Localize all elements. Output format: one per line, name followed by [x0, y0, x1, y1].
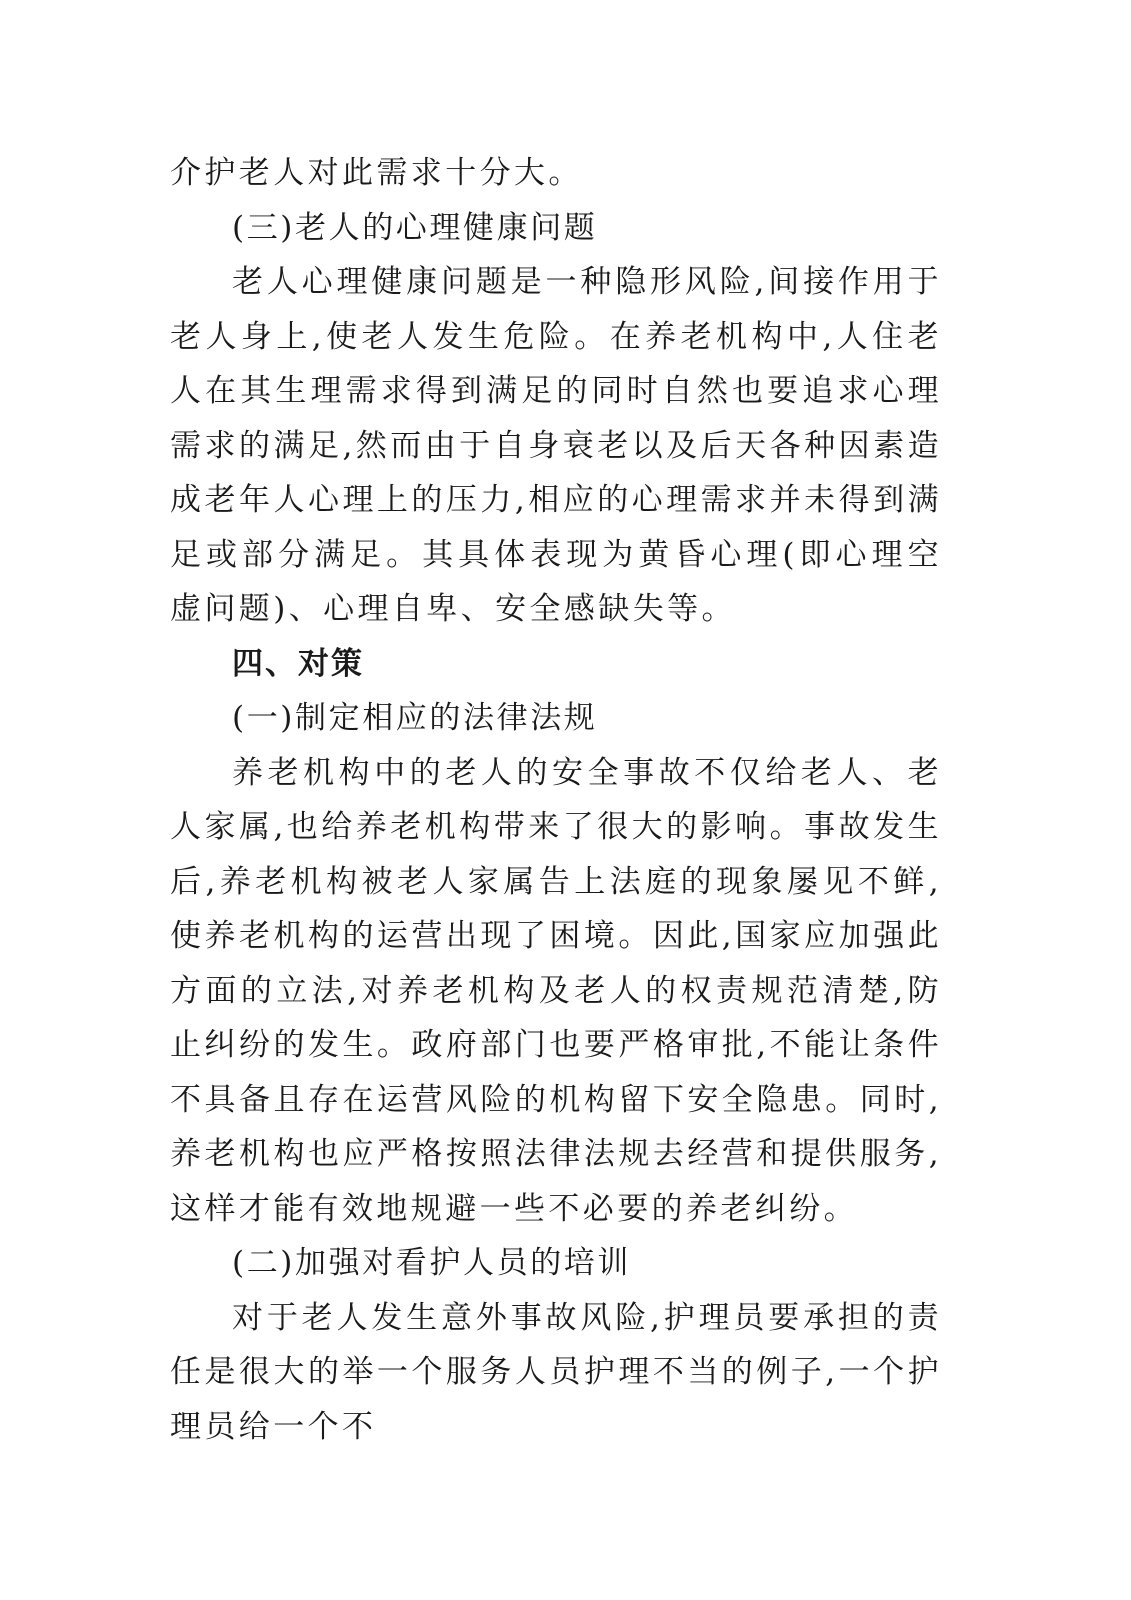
paragraph-mental-health: 老人心理健康问题是一种隐形风险,间接作用于老人身上,使老人发生危险。在养老机构中,人住老人在其生理需求得到满足的同时自然也要追求心理需求的满足,然而由于自身衰老以及后天各种因素造成老年人心理上的压力,相应的心理需求并未得到满足或部分满足。其具体表现为黄昏心理(即心理空虚问题)、心理自卑、安全感缺失等。 [170, 264, 942, 627]
section-subheading-laws: (一)制定相应的法律法规 [232, 700, 598, 736]
paragraph-training: 对于老人发生意外事故风险,护理员要承担的责任是很大的举一个服务人员护理不当的例子,一个护理员给一个不 [170, 1299, 942, 1445]
document-body [170, 146, 942, 1454]
section-heading-countermeasures: 四、对策 [232, 645, 364, 682]
section-subheading-mental-health: (三)老人的心理健康问题 [232, 209, 598, 246]
paragraph-continuation: 介护老人对此需求十分大。 [170, 155, 583, 191]
paragraph-laws: 养老机构中的老人的安全事故不仅给老人、老人家属,也给养老机构带来了很大的影响。事故发生后,养老机构被老人家属告上法庭的现象屡见不鲜,使养老机构的运营出现了困境。因此,国家应加强此方面的立法,对养老机构及老人的权责规范清楚,防止纠纷的发生。政府部门也要严格审批,不能让条件不具备且存在运营风险的机构留下安全隐患。同时,养老机构也应严格按照法律法规去经营和提供服务,这样才能有效地规避一些不必要的养老纠纷。 [170, 754, 942, 1227]
section-subheading-training: (二)加强对看护人员的培训 [232, 1245, 631, 1281]
